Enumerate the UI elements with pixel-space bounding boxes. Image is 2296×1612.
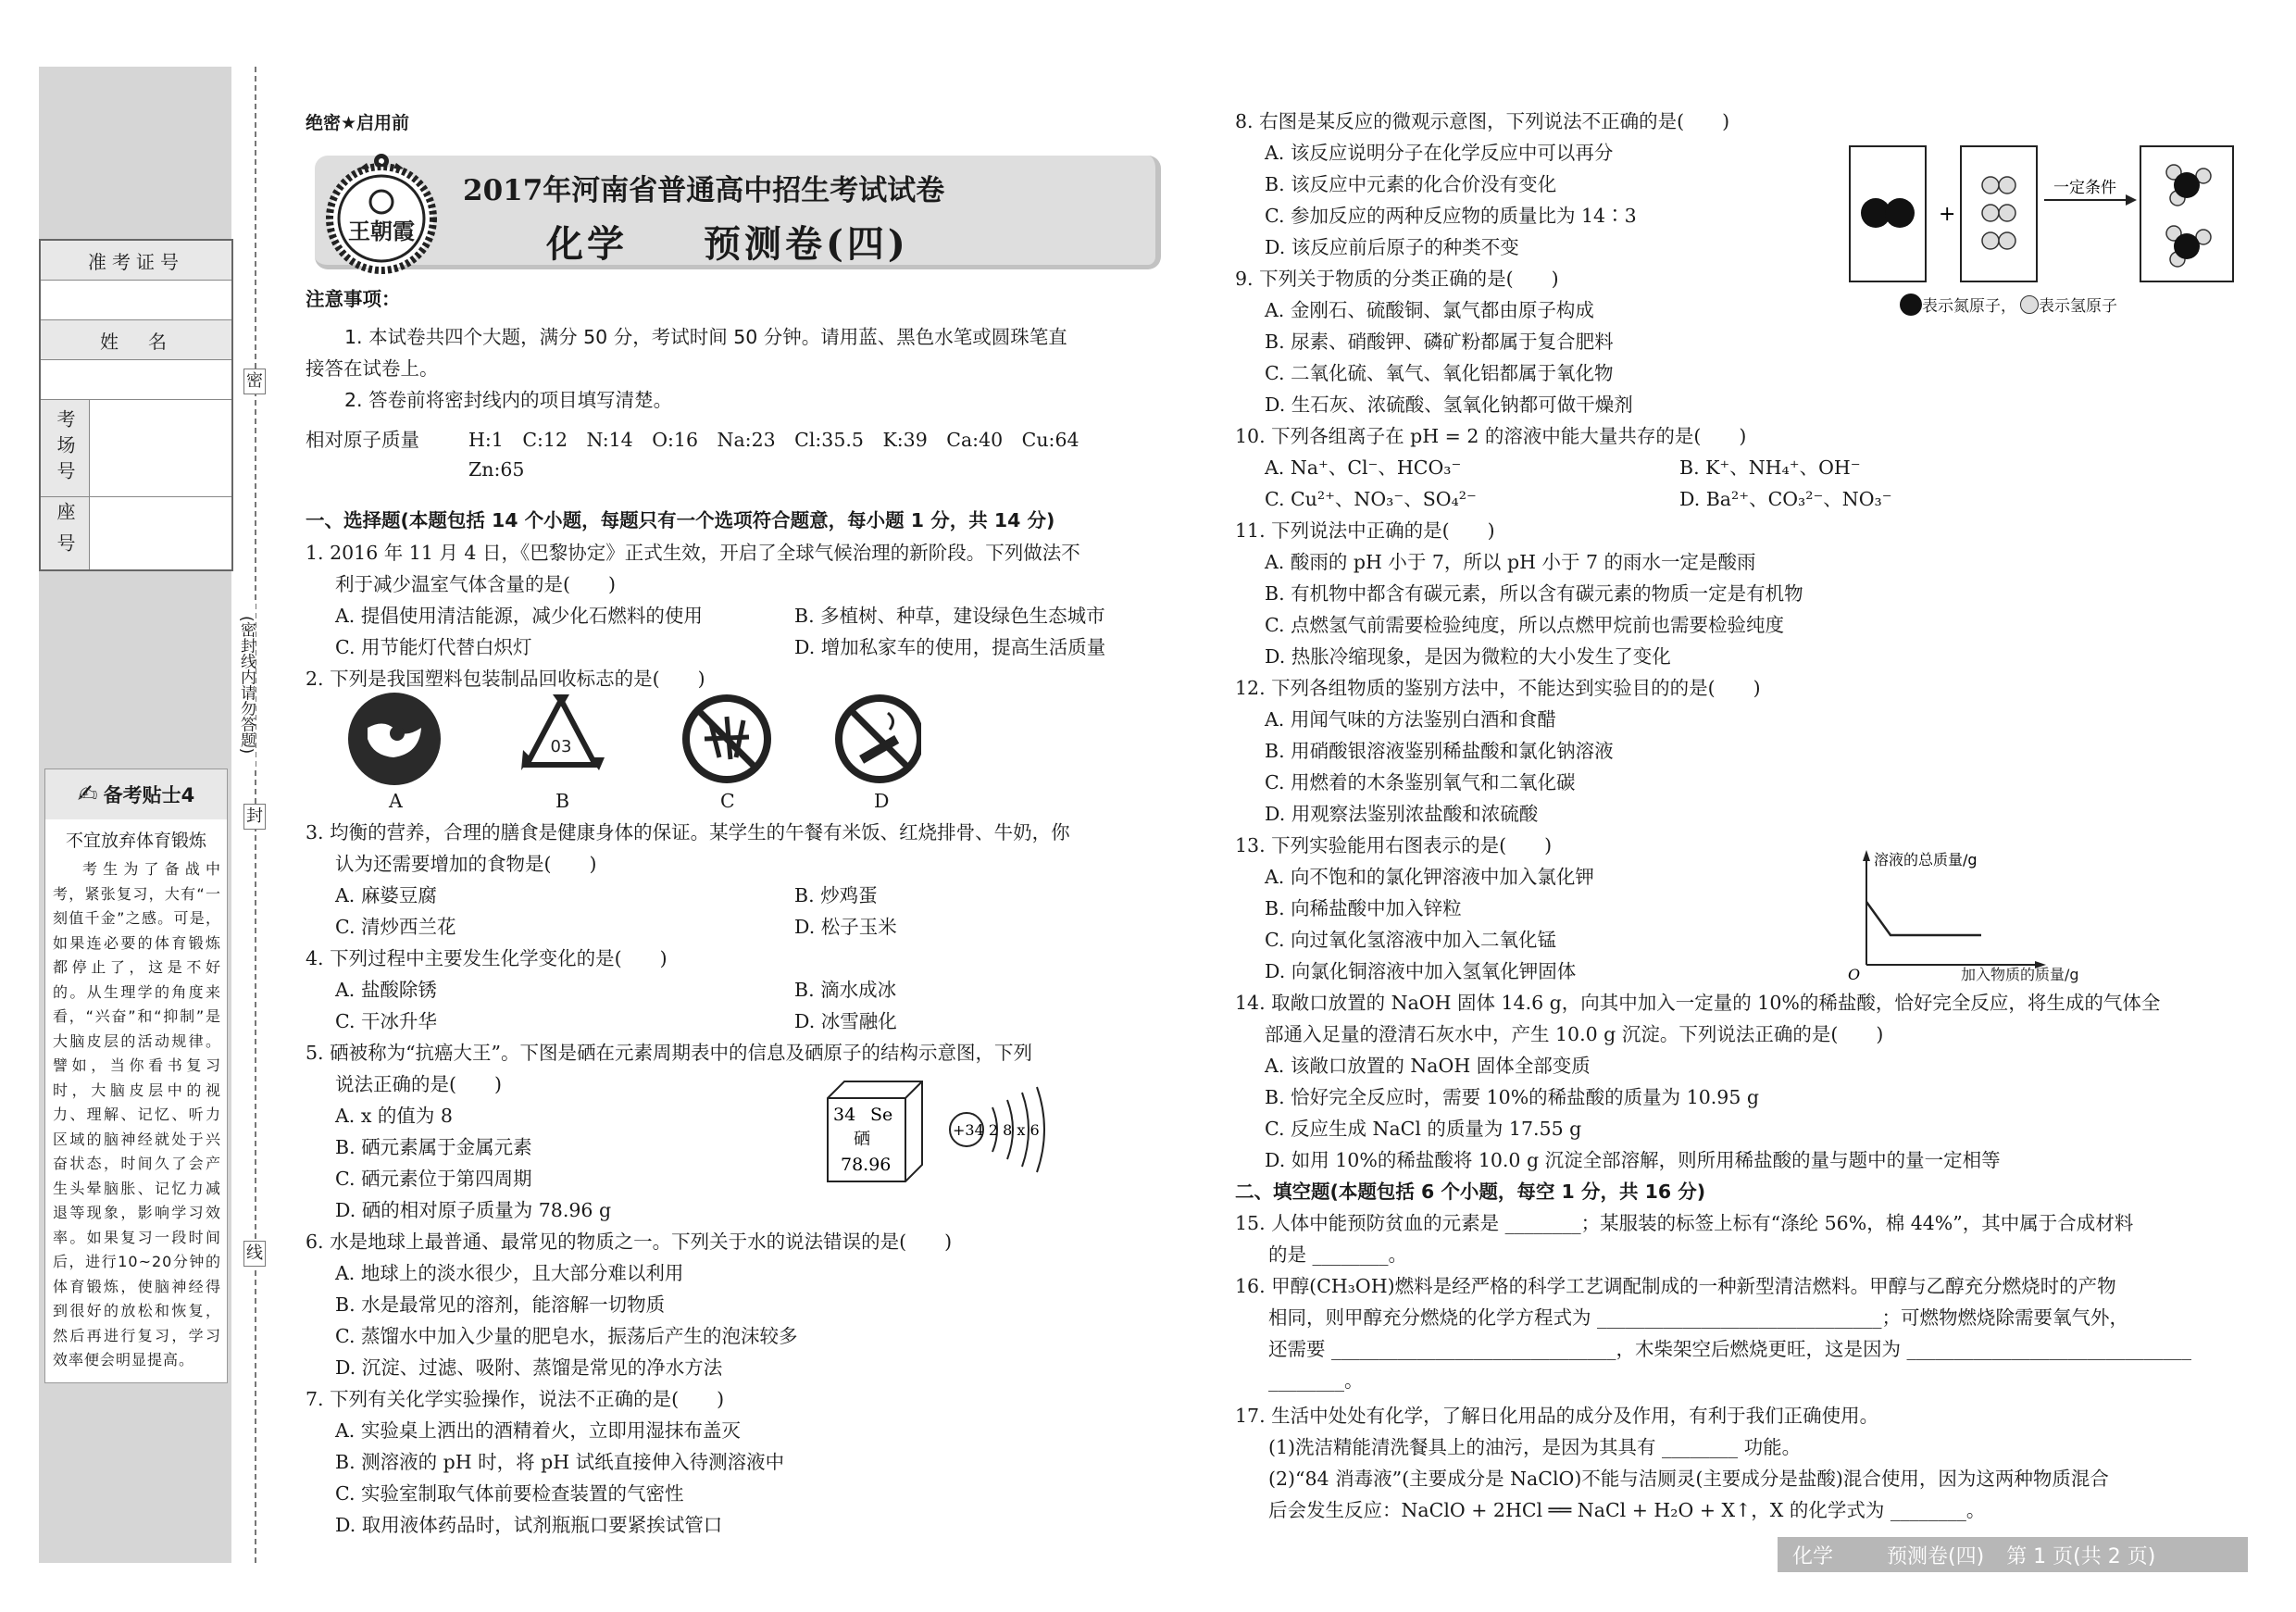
q5-stem-cont: 说法正确的是( ) <box>335 1073 502 1095</box>
q10-option-c[interactable]: C. Cu²⁺、NO₃⁻、SO₄²⁻ <box>1265 488 1477 510</box>
q16-line-4[interactable]: ________。 <box>1268 1369 1364 1392</box>
q2-label-d[interactable]: D <box>874 790 890 812</box>
q1-option-c[interactable]: C. 用节能灯代替白炽灯 <box>335 636 532 658</box>
graph-origin: O <box>1848 966 1861 983</box>
notice-item-1-cont: 接答在试卷上。 <box>306 357 439 380</box>
tip-header <box>45 769 227 819</box>
q3-stem-cont: 认为还需要增加的食物是( ) <box>335 853 597 875</box>
q3-option-c[interactable]: C. 清炒西兰花 <box>335 916 456 938</box>
tip-header-text: 备考贴士4 <box>103 784 195 806</box>
q2-recycle-signs <box>347 693 921 794</box>
reaction-legend <box>1900 293 2117 316</box>
tip-text: 考生为了备战中考，紧张复习，大有“一刻值千金”之感。可是，如果连必要的体育锻炼都停止了，这是不好的。从生理学的角度来看，“兴奋”和“抑制”是大脑皮层的活动规律。譬如，当你看书复习时，大脑皮层中的视力、理解、记忆、听力区域的脑神经就处于兴奋状态，时间久了会产生头晕脑胀、记忆力减退等现象，影响学习效率。如果复习一段时间后，进行10~20分钟的体育锻炼，使脑神经得到很好的放松和恢复，然后再进行复习，学习效率便会明显提高。 <box>53 860 221 1368</box>
q2-label-c[interactable]: C <box>720 790 735 812</box>
q1-option-d[interactable]: D. 增加私家车的使用，提高生活质量 <box>794 636 1106 658</box>
q13-option-d[interactable]: D. 向氯化铜溶液中加入氢氧化钾固体 <box>1265 960 1577 982</box>
q11-option-c[interactable]: C. 点燃氢气前需要检验纯度，所以点燃甲烷前也需要检验纯度 <box>1265 614 1784 636</box>
q2-stem: 2. 下列是我国塑料包装制品回收标志的是( ) <box>306 668 705 690</box>
q12-option-c[interactable]: C. 用燃着的木条鉴别氧气和二氧化碳 <box>1265 771 1576 794</box>
q3-stem: 3. 均衡的营养，合理的膳食是健康身体的保证。某学生的午餐有米饭、红烧排骨、牛奶，你 <box>306 821 1070 843</box>
exam-title: 2017年河南省普通高中招生考试试卷 <box>463 174 945 207</box>
sign-a-icon <box>348 693 441 785</box>
hydrogen-atom-icon <box>2020 295 2039 314</box>
q4-option-d[interactable]: D. 冰雪融化 <box>794 1010 897 1032</box>
q14-option-d[interactable]: D. 如用 10%的稀盐酸将 10.0 g 沉淀全部溶解，则所用稀盐酸的量与题中的量一定相等 <box>1265 1149 2001 1171</box>
no-smoking-icon <box>839 698 920 780</box>
q6-option-a[interactable]: A. 地球上的淡水很少，且大部分难以利用 <box>335 1262 684 1284</box>
q5-option-a[interactable]: A. x 的值为 8 <box>335 1105 453 1127</box>
q9-stem: 9. 下列关于物质的分类正确的是( ) <box>1235 268 1559 290</box>
q17-line-2[interactable]: (1)洗洁精能清洗餐具上的油污，是因为其具有 ________ 功能。 <box>1268 1436 1802 1458</box>
q4-option-c[interactable]: C. 干冰升华 <box>335 1010 437 1032</box>
q16-line-3[interactable]: 还需要 ______________________________，木柴架空后燃烧更旺，这是因为 ______________________________ <box>1268 1338 2192 1360</box>
graph-xlabel: 加入物质的质量/g <box>1961 966 2079 983</box>
q17-line-4[interactable]: 后会发生反应：NaClO + 2HCl ══ NaCl + H₂O + X↑，X 的化学式为 ________。 <box>1268 1499 1986 1521</box>
atom-structure-diagram <box>950 1087 1044 1172</box>
name-label: 姓 名 <box>41 320 231 360</box>
selenium-figure <box>820 1074 1061 1194</box>
no-dumping-icon <box>686 698 767 780</box>
q13-stem: 13. 下列实验能用右图表示的是( ) <box>1235 834 1553 856</box>
seal-mark-feng: 封 <box>243 804 266 830</box>
q11-option-d[interactable]: D. 热胀冷缩现象，是因为微粒的大小发生了变化 <box>1265 645 1671 668</box>
legend-nitrogen: 表示氮原子， <box>1922 297 2016 316</box>
q17-line-1: 17. 生活中处处有化学，了解日化用品的成分及作用，有利于我们正确使用。 <box>1235 1405 1879 1427</box>
q9-option-d[interactable]: D. 生石灰、浓硫酸、氢氧化钠都可做干燥剂 <box>1265 394 1633 416</box>
q12-option-d[interactable]: D. 用观察法鉴别浓盐酸和浓硫酸 <box>1265 803 1539 825</box>
q11-stem: 11. 下列说法中正确的是( ) <box>1235 519 1495 542</box>
seal-note: (密封线内请勿答题) <box>231 600 256 770</box>
q8-stem: 8. 右图是某反应的微观示意图，下列说法不正确的是( ) <box>1235 110 1730 132</box>
q5-option-d[interactable]: D. 硒的相对原子质量为 78.96 g <box>335 1199 612 1221</box>
q10-option-d[interactable]: D. Ba²⁺、CO₃²⁻、NO₃⁻ <box>1679 488 1892 510</box>
q1-option-a[interactable]: A. 提倡使用清洁能源，减少化石燃料的使用 <box>335 605 703 627</box>
q7-stem: 7. 下列有关化学实验操作，说法不正确的是( ) <box>306 1388 725 1410</box>
publisher-logo <box>322 148 441 274</box>
q15-line-2[interactable]: 的是 ________。 <box>1268 1243 1408 1266</box>
q8-option-c[interactable]: C. 参加反应的两种反应物的质量比为 14∶3 <box>1265 205 1637 227</box>
logo-text: 王朝霞 <box>348 218 415 244</box>
notice-heading: 注意事项： <box>306 288 401 310</box>
q9-option-a[interactable]: A. 金刚石、硫酸铜、氯气都由原子构成 <box>1265 299 1594 321</box>
exam-tip-box <box>44 769 228 1383</box>
q5-stem: 5. 硒被称为“抗癌大王”。下图是硒在元素周期表中的信息及硒原子的结构示意图，下列 <box>306 1042 1033 1064</box>
atomic-mass-label: 相对原子质量 <box>306 429 419 451</box>
q4-option-a[interactable]: A. 盐酸除锈 <box>335 979 437 1001</box>
graph-curve <box>1866 902 1981 935</box>
q7-option-c[interactable]: C. 实验室制取气体前要检查装置的气密性 <box>335 1482 684 1505</box>
q12-stem: 12. 下列各组物质的鉴别方法中，不能达到实验目的的是( ) <box>1235 677 1761 699</box>
confidential-label: 绝密★启用前 <box>306 113 410 133</box>
seat-label <box>41 497 90 569</box>
seal-mark-mi: 密 <box>243 369 266 394</box>
q16-line-1: 16. 甲醇(CH₃OH)燃料是经严格的科学工艺调配制成的一种新型清洁燃料。甲醇与乙醇充分燃烧时的产物 <box>1235 1275 2116 1297</box>
q3-option-d[interactable]: D. 松子玉米 <box>794 916 897 938</box>
cell-name: 硒 <box>854 1130 870 1149</box>
q8-option-d[interactable]: D. 该反应前后原子的种类不变 <box>1265 236 1519 258</box>
q14-stem-cont: 部通入足量的澄清石灰水中，产生 10.0 g 沉淀。下列说法正确的是( ) <box>1265 1023 1884 1045</box>
q7-option-b[interactable]: B. 测溶液的 pH 时，将 pH 试纸直接伸入待测溶液中 <box>335 1451 785 1473</box>
q15-line-1[interactable]: 15. 人体中能预防贫血的元素是 ________；某服装的标签上标有“涤纶 56%，棉 44%”，其中属于合成材料 <box>1235 1212 2134 1234</box>
periodic-cell <box>828 1081 922 1181</box>
q14-stem: 14. 取敞口放置的 NaOH 固体 14.6 g，向其中加入一定量的 10%的稀盐酸，恰好完全反应，将生成的气体全 <box>1235 992 2161 1014</box>
q10-option-a[interactable]: A. Na⁺、Cl⁻、HCO₃⁻ <box>1265 456 1462 479</box>
exam-room-field[interactable] <box>90 400 231 496</box>
q14-option-b[interactable]: B. 恰好完全反应时，需要 10%的稀盐酸的质量为 10.95 g <box>1265 1086 1760 1108</box>
q6-option-d[interactable]: D. 沉淀、过滤、吸附、蒸馏是常见的净水方法 <box>335 1356 723 1379</box>
q12-option-b[interactable]: B. 用硝酸银溶液鉴别稀盐酸和氯化钠溶液 <box>1265 740 1614 762</box>
legend-hydrogen: 表示氢原子 <box>2039 297 2117 316</box>
q10-stem: 10. 下列各组离子在 pH = 2 的溶液中能大量共存的是( ) <box>1235 425 1747 447</box>
atomic-mass-values-2: Zn:65 <box>468 458 525 481</box>
q1-option-b[interactable]: B. 多植树、种草，建设绿色生态城市 <box>794 605 1105 627</box>
subject-name: 化学 <box>546 222 628 266</box>
q4-option-b[interactable]: B. 滴水成冰 <box>794 979 897 1001</box>
plastic-recycle-icon <box>521 694 605 770</box>
name-field[interactable] <box>41 360 231 400</box>
q8-option-b[interactable]: B. 该反应中元素的化合价没有变化 <box>1265 173 1557 195</box>
scholar-icon: ✍ <box>77 781 98 808</box>
q16-line-2[interactable]: 相同，则甲醇充分燃烧的化学方程式为 ______________________________；可燃物燃烧除需要氧气外， <box>1268 1306 2129 1329</box>
exam-number-field[interactable] <box>41 281 231 320</box>
q1-stem: 1. 2016 年 11 月 4 日，《巴黎协定》正式生效，开启了全球气候治理的新阶段。下列做法不 <box>306 542 1080 564</box>
q1-stem-cont: 利于减少温室气体含量的是( ) <box>335 573 616 595</box>
q13-option-b[interactable]: B. 向稀盐酸中加入锌粒 <box>1265 897 1462 919</box>
seat-text: 座号 <box>54 502 76 565</box>
q8-option-a[interactable]: A. 该反应说明分子在化学反应中可以再分 <box>1265 142 1614 164</box>
reaction-plus: + <box>1939 203 1956 226</box>
candidate-info-form <box>39 239 233 571</box>
q3-option-a[interactable]: A. 麻婆豆腐 <box>335 884 437 906</box>
footer-paper: 预测卷(四) <box>1887 1544 1985 1568</box>
cell-mass: 78.96 <box>841 1155 892 1175</box>
q17-line-3: (2)“84 消毒液”(主要成分是 NaClO)不能与洁厕灵(主要成分是盐酸)混合使用，因为这两种物质混合 <box>1268 1468 2109 1490</box>
q11-option-a[interactable]: A. 酸雨的 pH 小于 7，所以 pH 小于 7 的雨水一定是酸雨 <box>1265 551 1756 573</box>
q5-option-b[interactable]: B. 硒元素属于金属元素 <box>335 1136 532 1158</box>
tip-title: 不宜放弃体育锻炼 <box>65 831 206 851</box>
section-2-heading: 二、填空题(本题包括 6 个小题，每空 1 分，共 16 分) <box>1235 1181 1706 1203</box>
exam-room-label <box>41 400 90 496</box>
q13-option-a[interactable]: A. 向不饱和的氯化钾溶液中加入氯化钾 <box>1265 866 1594 888</box>
reaction-micro-diagram <box>1848 144 2237 283</box>
q7-option-d[interactable]: D. 取用液体药品时，试剂瓶瓶口要紧挨试管口 <box>335 1514 723 1536</box>
q2-label-b[interactable]: B <box>555 790 570 812</box>
notice-item-1: 1. 本试卷共四个大题，满分 50 分，考试时间 50 分钟。请用蓝、黑色水笔或圆珠笔直 <box>344 326 1067 348</box>
q12-option-a[interactable]: A. 用闻气味的方法鉴别白酒和食醋 <box>1265 708 1556 731</box>
reaction-condition: 一定条件 <box>2053 179 2116 197</box>
q10-option-b[interactable]: B. K⁺、NH₄⁺、OH⁻ <box>1679 456 1861 479</box>
q5-option-c[interactable]: C. 硒元素位于第四周期 <box>335 1168 532 1190</box>
exam-number-label: 准考证号 <box>41 241 231 281</box>
page-footer <box>1778 1537 2248 1572</box>
q13-option-c[interactable]: C. 向过氧化氢溶液中加入二氧化锰 <box>1265 929 1556 951</box>
nitrogen-atom-icon <box>1900 294 1922 316</box>
seat-field[interactable] <box>90 497 231 569</box>
q4-stem: 4. 下列过程中主要发生化学变化的是( ) <box>306 947 668 969</box>
paper-name: 预测卷(四) <box>704 222 909 266</box>
atomic-mass-values: H:1 C:12 N:14 O:16 Na:23 Cl:35.5 K:39 Ca:40 Cu:64 <box>468 429 1079 451</box>
q3-option-b[interactable]: B. 炒鸡蛋 <box>794 884 878 906</box>
q7-option-a[interactable]: A. 实验桌上洒出的酒精着火，立即用湿抹布盖灭 <box>335 1419 741 1442</box>
q11-option-b[interactable]: B. 有机物中都含有碳元素，所以含有碳元素的物质一定是有机物 <box>1265 582 1803 605</box>
q14-option-c[interactable]: C. 反应生成 NaCl 的质量为 17.55 g <box>1265 1118 1582 1140</box>
q14-option-a[interactable]: A. 该敞口放置的 NaOH 固体全部变质 <box>1265 1055 1591 1077</box>
section-1-heading: 一、选择题(本题包括 14 个小题，每题只有一个选项符合题意，每小题 1 分，共 14 分) <box>306 509 1055 531</box>
sign-b-code: 03 <box>550 737 572 756</box>
seal-mark-xian: 线 <box>243 1241 266 1267</box>
footer-page: 第 1 页(共 2 页) <box>2006 1544 2156 1568</box>
q9-option-b[interactable]: B. 尿素、硝酸钾、磷矿粉都属于复合肥料 <box>1265 331 1614 353</box>
q6-stem: 6. 水是地球上最普通、最常见的物质之一。下列关于水的说法错误的是( ) <box>306 1231 953 1253</box>
notice-item-2: 2. 答卷前将密封线内的项目填写清楚。 <box>344 389 673 411</box>
cell-number: 34 <box>833 1105 856 1125</box>
q6-option-c[interactable]: C. 蒸馏水中加入少量的肥皂水，振荡后产生的泡沫较多 <box>335 1325 798 1347</box>
cell-symbol: Se <box>870 1105 893 1125</box>
graph-ylabel: 溶液的总质量/g <box>1874 851 1978 868</box>
q6-option-b[interactable]: B. 水是最常见的溶剂，能溶解一切物质 <box>335 1293 666 1316</box>
footer-subject: 化学 <box>1792 1544 1834 1568</box>
q2-label-a[interactable]: A <box>389 790 403 812</box>
q9-option-c[interactable]: C. 二氧化硫、氧气、氧化铝都属于氧化物 <box>1265 362 1614 384</box>
exam-room-text: 考场号 <box>54 409 76 487</box>
atom-structure-text: +34 2 8 x 6 <box>953 1121 1040 1139</box>
